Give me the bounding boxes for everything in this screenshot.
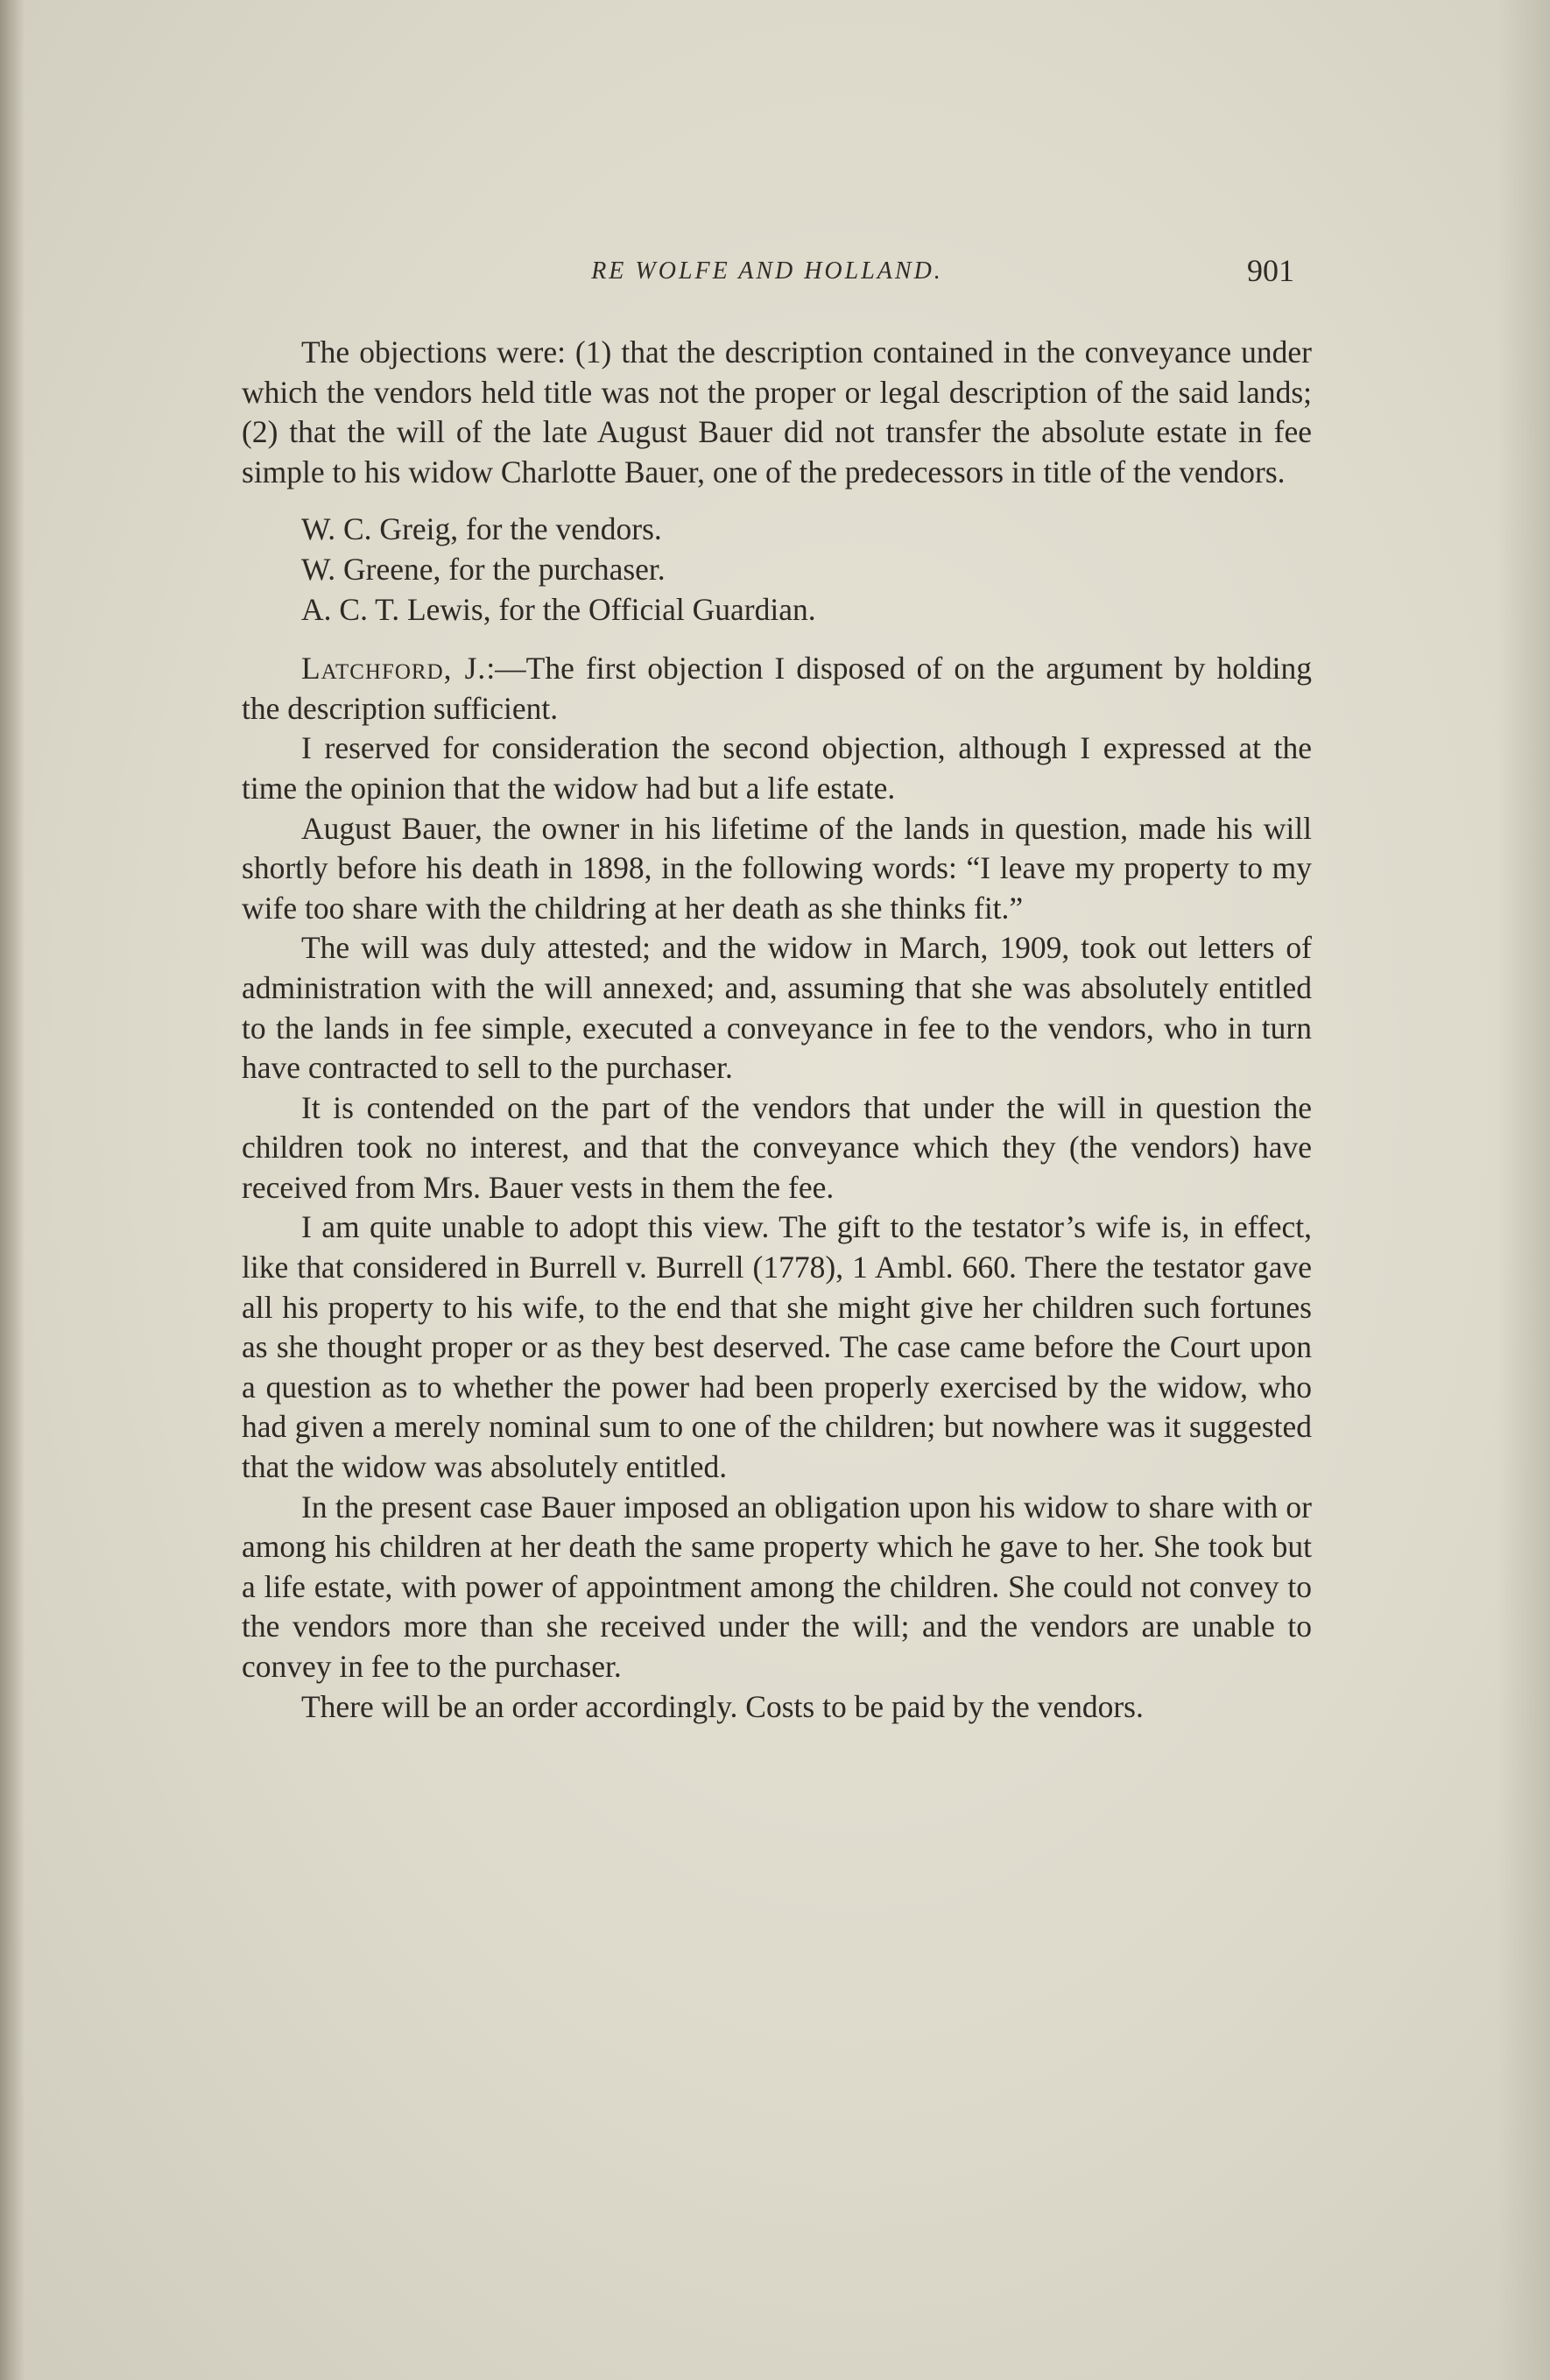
judgment-paragraph-4: The will was duly attested; and the widow in March, 1909, took out letters of administration with the will annexed; and, assuming that she was absolutely entitled to the lands in fee simple, executed a conveyance in fee to the vendors, who in turn have contracted to sell to the purchaser.: [242, 930, 1312, 1086]
judgment-paragraph-7: In the present case Bauer imposed an obligation upon his widow to share with or among his children at her death the same property which he gave to her. She took but a life estate, with power of appointment among the children. She could not convey to the vendors more than she received under the will; and the vendors are unable to convey in fee to the purchaser.: [242, 1489, 1312, 1684]
judgment-paragraph-1: [242, 649, 1312, 729]
counsel-list: [242, 510, 1312, 630]
judgment-paragraph-2: I reserved for consideration the second objection, although I expressed at the time the opinion that the widow had but a life estate.: [242, 730, 1312, 806]
counsel-official-guardian: A. C. T. Lewis, for the Official Guardian.: [301, 591, 816, 627]
judgment-paragraph-8: There will be an order accordingly. Costs to be paid by the vendors.: [301, 1688, 1144, 1724]
running-head: RE WOLFE AND HOLLAND.: [591, 257, 943, 285]
objections-paragraph: The objections were: (1) that the description contained in the conveyance under which the vendors held title was not the proper or legal description of the said lands; (2) that the will of the late August Bauer did not transfer the absolute estate in fee simple to his widow Charlotte Bauer, one of the predecessors in title of the vendors.: [242, 334, 1312, 489]
page-number: 901: [1247, 253, 1294, 288]
page-binding-shadow: [0, 0, 25, 2380]
judgment-paragraph-6: I am quite unable to adopt this view. The gift to the testator’s wife is, in effect, like that considered in Burrell v. Burrell (1778), 1 Ambl. 660. There the testator gave all his property to his wife, to the end that she might give her children such fortunes as she thought proper or as they best deserved. The case came before the Court upon a question as to whether the power had been properly exercised by the widow, who had given a merely nominal sum to one of the children; but nowhere was it suggested that the widow was absolutely entitled.: [242, 1209, 1312, 1485]
page-edge-shadow: [1497, 0, 1550, 2380]
judgment-paragraph-1-text: :—The first objection I disposed of on the argument by holding the description sufficient.: [242, 651, 1312, 726]
page-header: [242, 252, 1293, 294]
counsel-vendors: W. C. Greig, for the vendors.: [301, 511, 662, 547]
counsel-purchaser: W. Greene, for the purchaser.: [301, 551, 666, 587]
body-text: [242, 333, 1312, 1727]
judgment-paragraph-5: It is contended on the part of the vendors that under the will in question the children took no interest, and that the conveyance which they (the vendors) have received from Mrs. Bauer vests in them the fee.: [242, 1089, 1312, 1205]
judge-name: Latchford, J.: [301, 651, 487, 687]
judgment-paragraph-3: August Bauer, the owner in his lifetime of the lands in question, made his will shortly before his death in 1898, in the following words: “I leave my property to my wife too share with the childring at her death as she thinks fit.”: [242, 810, 1312, 926]
